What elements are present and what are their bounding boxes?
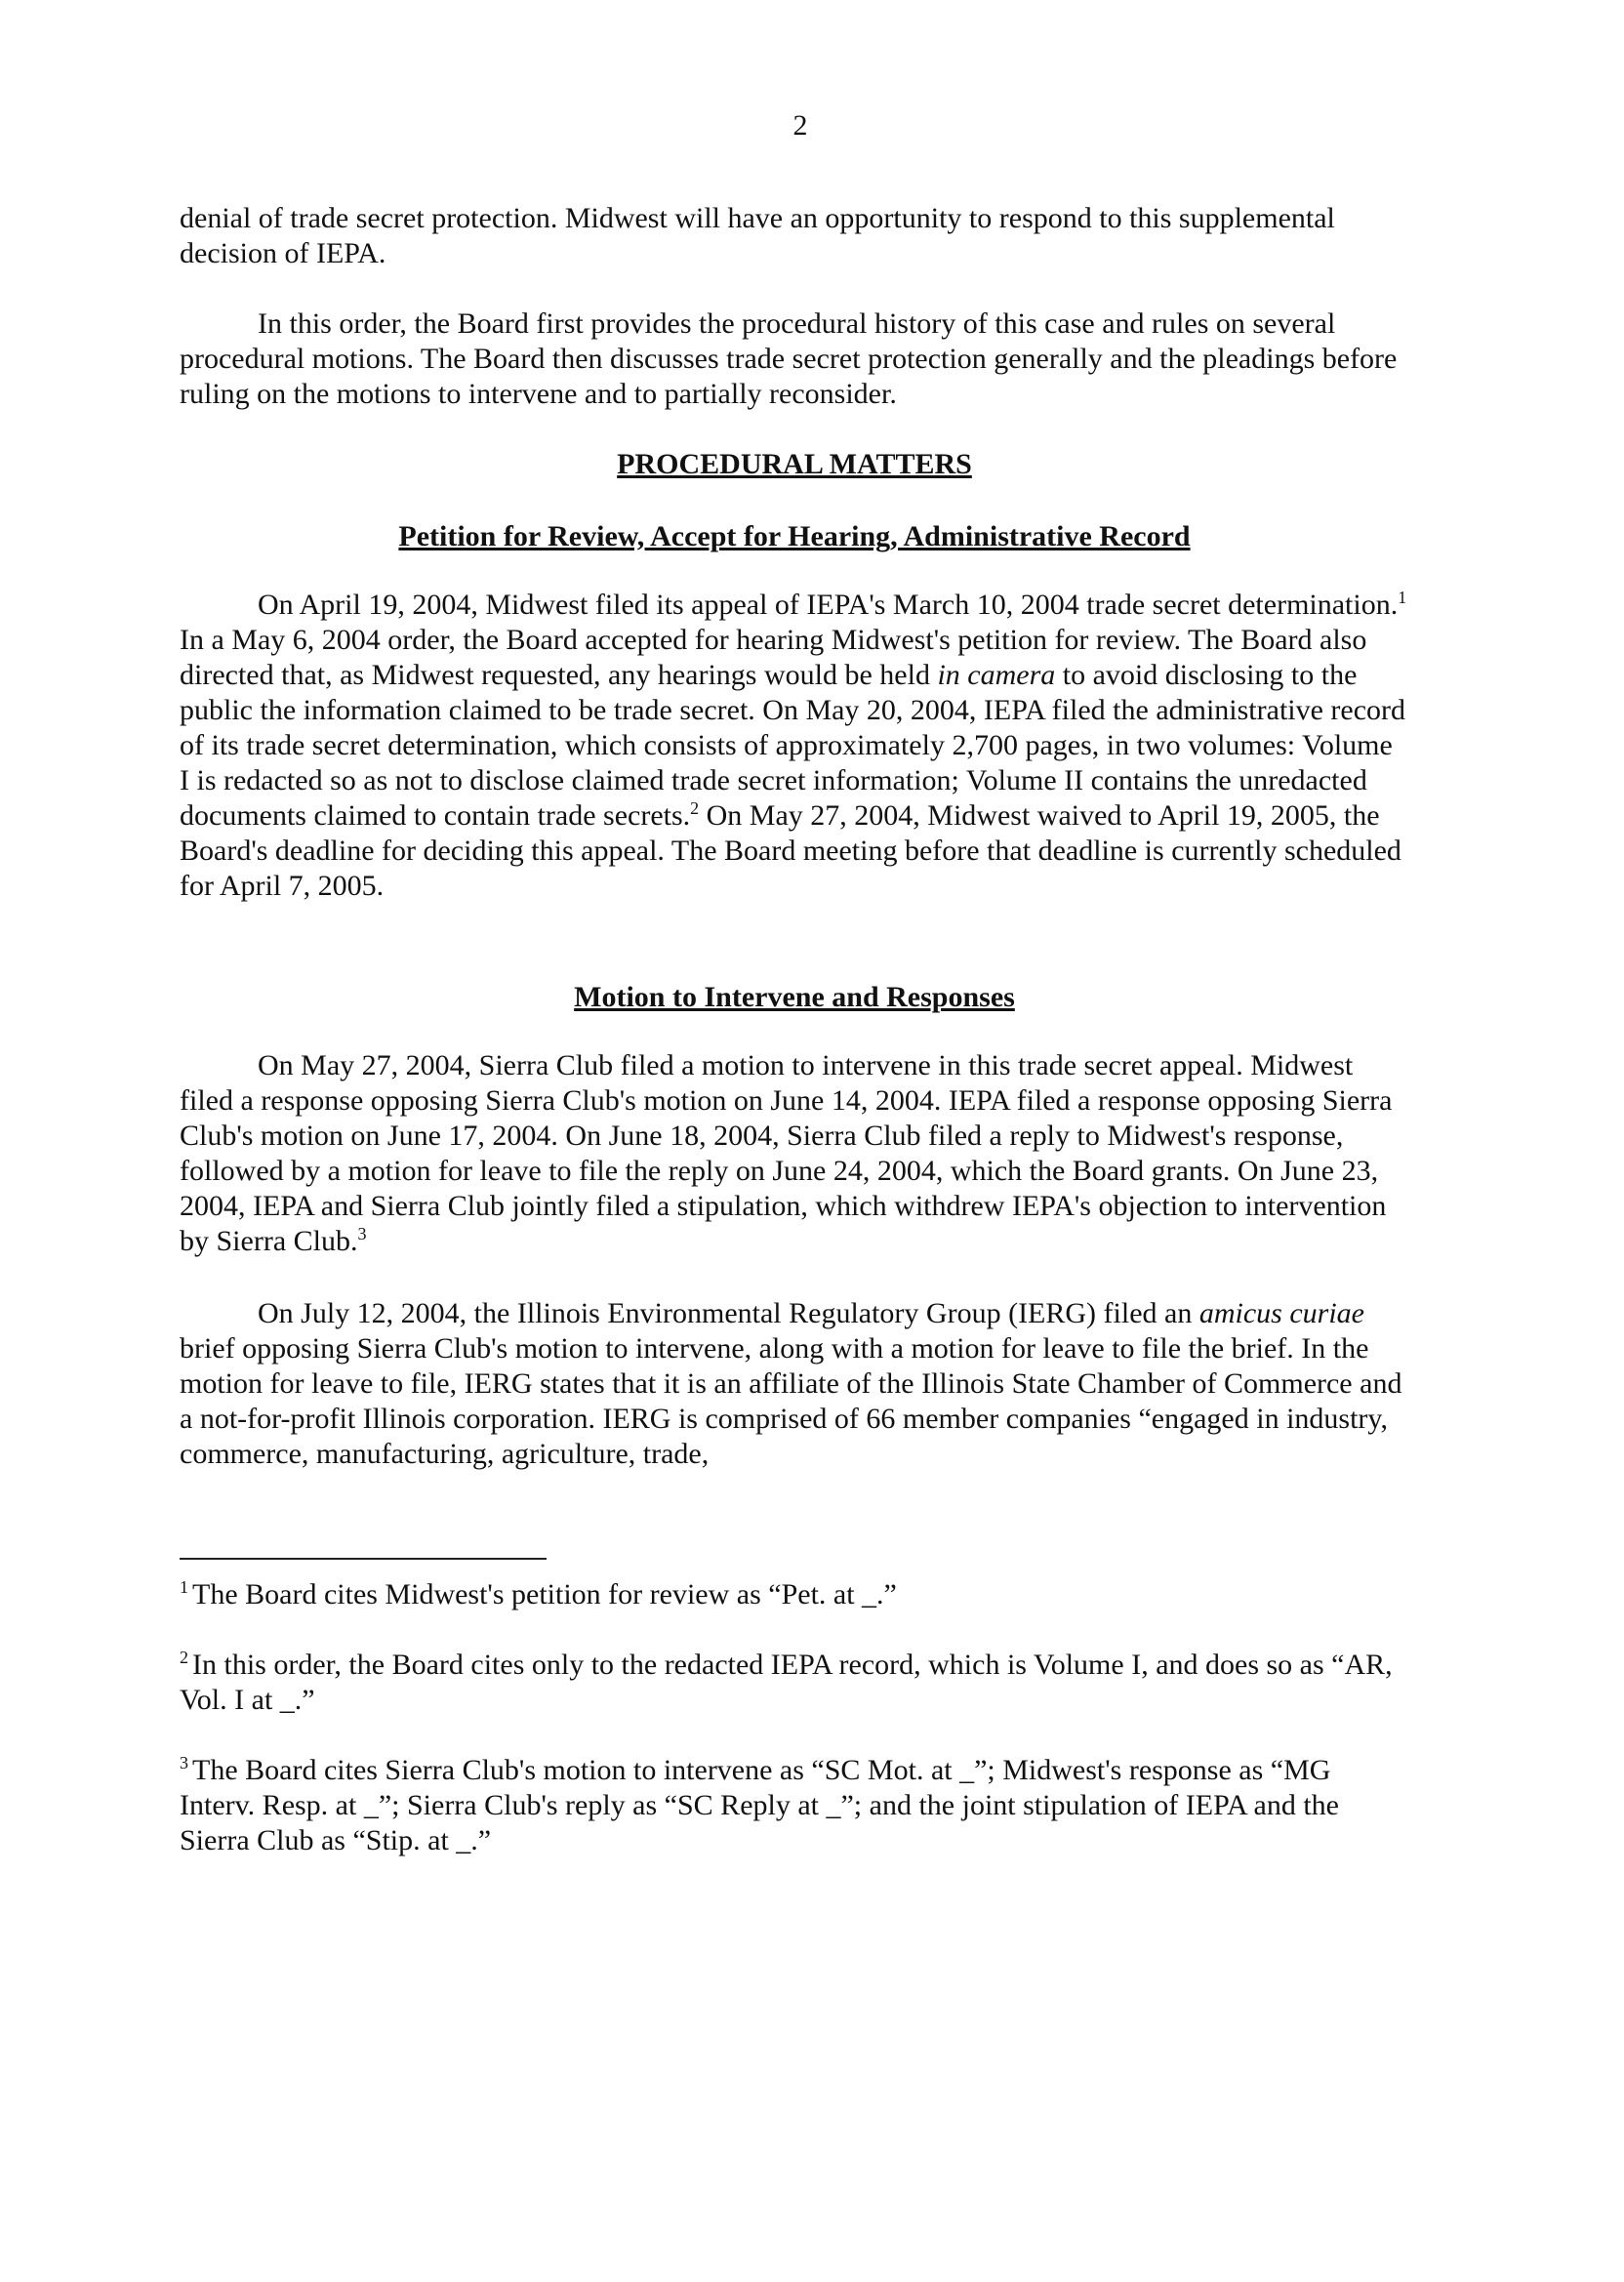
paragraph-motion-history (180, 1048, 1409, 1259)
footnote-number: 3 (180, 1753, 188, 1773)
italic-term: amicus curiae (1198, 1297, 1364, 1329)
footnote-number: 1 (180, 1577, 188, 1597)
footnote-1 (180, 1577, 1409, 1612)
footnote-text: The Board cites Midwest's petition for review as “Pet. at _.” (192, 1578, 897, 1610)
text-run: In a May 6, 2004 order, the Board accepted for hearing Midwest's petition for review. The Board also directed that, as Midwest requested, any hearings would be held (180, 624, 1367, 691)
footnote-number: 2 (180, 1648, 188, 1667)
document-body (180, 0, 1409, 1542)
heading-petition-for-review: Petition for Review, Accept for Hearing, Administrative Record (398, 520, 1191, 552)
footnote-separator (180, 1558, 547, 1560)
footnote-text: The Board cites Sierra Club's motion to intervene as “SC Mot. at _”; Midwest's response as “MG Interv. Resp. at _”; Sierra Club's reply as “SC Reply at _”; and the joint stipulation of IEPA and the Sierra Club as “Stip. at _.” (180, 1754, 1339, 1856)
italic-term: in camera (937, 659, 1056, 691)
text-run: On May 27, 2004, Midwest waived to April 19, 2005, the Board's deadline for deciding this appeal. The Board meeting before that deadline is currently scheduled for April 7, 2005. (180, 799, 1401, 902)
heading-procedural-matters: PROCEDURAL MATTERS (617, 448, 972, 480)
text-run: brief opposing Sierra Club's motion to intervene, along with a motion for leave to file the brief. In the motion for leave to file, IERG states that it is an affiliate of the Illinois State Chamber of Commerce and a not-for-profit Illinois corporation. IERG is comprised of 66 member companies “engaged in industry, commerce, manufacturing, agriculture, trade, (180, 1332, 1402, 1470)
footnote-3 (180, 1753, 1409, 1858)
page-number: 2 (792, 109, 808, 142)
text-run: On July 12, 2004, the Illinois Environmental Regulatory Group (IERG) filed an (258, 1297, 1199, 1329)
text-run: On April 19, 2004, Midwest filed its appeal of IEPA's March 10, 2004 trade secret determination. (258, 589, 1399, 621)
footnote-2 (180, 1648, 1409, 1718)
footnote-text: In this order, the Board cites only to the redacted IEPA record, which is Volume I, and does so as “AR, Vol. I at _.” (180, 1649, 1393, 1716)
paragraph-ierg-brief (180, 1296, 1409, 1472)
footnote-ref-2: 2 (690, 798, 700, 818)
text-run: On May 27, 2004, Sierra Club filed a motion to intervene in this trade secret appeal. Midwest filed a response opposing Sierra Club's motion on June 14, 2004. IEPA filed a response opposing Sierra Club's motion on June 17, 2004. On June 18, 2004, Sierra Club filed a reply to Midwest's response, followed by a motion for leave to file the reply on June 24, 2004, which the Board grants. On June 23, 2004, IEPA and Sierra Club jointly filed a stipulation, which withdrew IEPA's objection to intervention by Sierra Club. (180, 1049, 1393, 1257)
footnote-ref-1: 1 (1398, 588, 1407, 607)
paragraph-continued: denial of trade secret protection. Midwest will have an opportunity to respond to this supplemental decision of IEPA. (180, 202, 1335, 269)
paragraph-petition-history (180, 588, 1409, 904)
text-run: to avoid disclosing to the public the information claimed to be trade secret. On May 20, 2004, IEPA filed the administrative record of its trade secret determination, which consists of approximately 2,700 pages, in two volumes: Volume I is redacted so as not to disclose claimed trade secret information; Volume II contains the unredacted documents claimed to contain trade secrets. (180, 659, 1406, 832)
paragraph-order-overview: In this order, the Board first provides the procedural history of this case and rules on several procedural motions. The Board then discusses trade secret protection generally and the pleadings before ruling on the motions to intervene and to partially reconsider. (180, 307, 1398, 410)
footnote-ref-3: 3 (357, 1224, 367, 1243)
heading-motion-to-intervene: Motion to Intervene and Responses (574, 981, 1015, 1013)
